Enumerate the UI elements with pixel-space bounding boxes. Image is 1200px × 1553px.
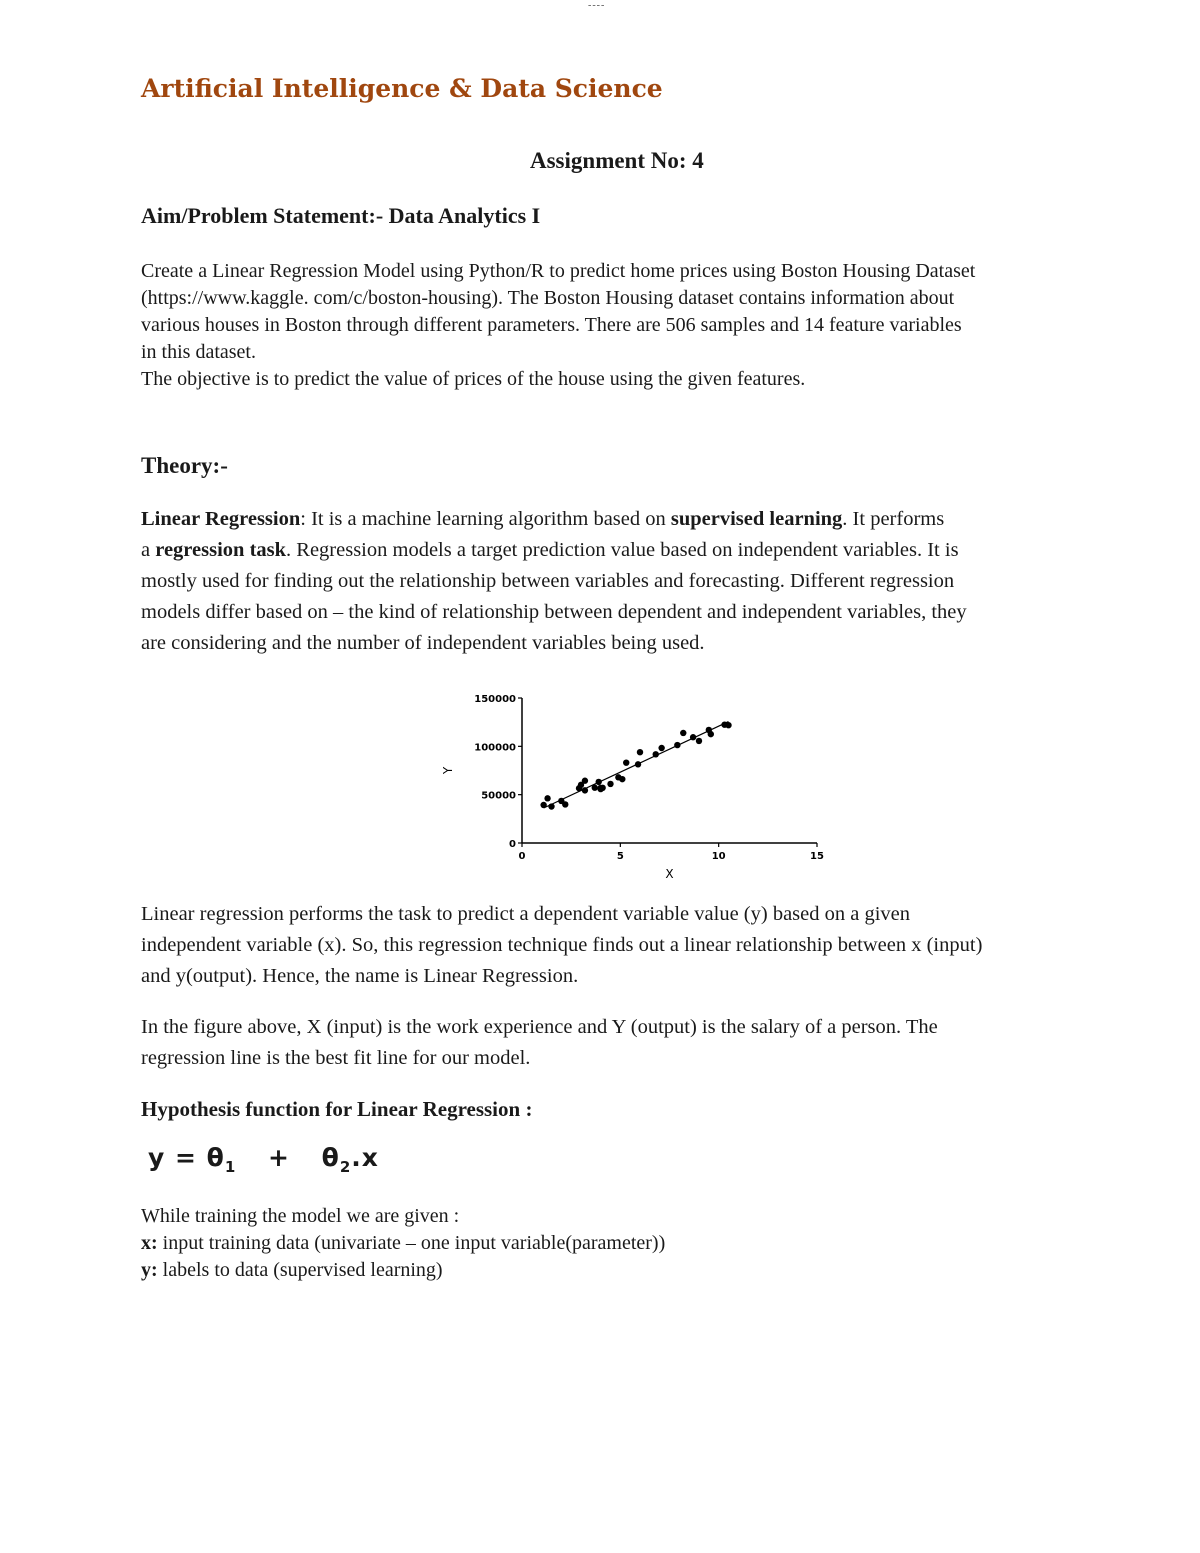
- data-point: [637, 749, 643, 755]
- hypothesis-heading: Hypothesis function for Linear Regression :: [141, 1097, 533, 1121]
- data-point: [619, 776, 625, 782]
- data-point: [653, 751, 659, 757]
- x-tick-label: 15: [810, 851, 824, 862]
- x-axis-label: X: [665, 867, 674, 881]
- regression-task-term: regression task: [155, 539, 287, 561]
- y-tick-label: 0: [509, 839, 516, 850]
- x-tick-label: 0: [518, 851, 526, 862]
- theory-heading: Theory:-: [141, 453, 228, 478]
- data-point: [562, 801, 568, 807]
- after-chart-paragraph-1: [141, 899, 1131, 992]
- assignment-title: Assignment No: 4: [530, 148, 704, 173]
- data-point: [696, 738, 702, 744]
- data-point: [708, 731, 714, 737]
- y-tick-label: 150000: [474, 694, 516, 705]
- aim-heading: Aim/Problem Statement:- Data Analytics I: [141, 203, 541, 228]
- lr-term: Linear Regression: [141, 508, 301, 530]
- data-point: [658, 745, 664, 751]
- x-tick-label: 5: [616, 851, 624, 862]
- lr-line: [141, 504, 1131, 535]
- x-desc: input training data (univariate – one input variable(parameter)): [157, 1232, 666, 1254]
- header-mark: ----: [588, 0, 606, 11]
- formula-sub-1: 1: [224, 1158, 237, 1176]
- data-point: [725, 722, 731, 728]
- lr-text: . Regression models a target prediction value based on independent variables. It is: [286, 539, 959, 561]
- text-line: and y(output). Hence, the name is Linear Regression.: [141, 965, 579, 987]
- y-key: y:: [141, 1259, 158, 1281]
- aim-line: various houses in Boston through different parameters. There are 506 samples and 14 feature variables: [141, 314, 962, 336]
- data-point: [592, 785, 598, 791]
- aim-line: in this dataset.: [141, 341, 256, 363]
- y-tick-label: 50000: [481, 790, 516, 802]
- aim-line: The objective is to predict the value of prices of the house using the given features.: [141, 368, 806, 390]
- lr-line: [141, 535, 1131, 566]
- data-point: [674, 742, 680, 748]
- data-point: [582, 778, 588, 784]
- y-desc: labels to data (supervised learning): [157, 1259, 443, 1281]
- lr-line: models differ based on – the kind of relationship between dependent and independent variables, they: [141, 601, 967, 623]
- aim-line: Create a Linear Regression Model using Python/R to predict home prices using Boston Housing Dataset: [141, 260, 976, 282]
- text-line: independent variable (x). So, this regression technique finds out a linear relationship between x (input): [141, 934, 983, 956]
- formula-sub-2: 2: [339, 1158, 352, 1176]
- text-line: Linear regression performs the task to predict a dependent variable value (y) based on a given: [141, 903, 911, 925]
- training-description: [141, 1203, 1131, 1284]
- x-tick-label: 10: [711, 851, 726, 862]
- formula-theta-2: θ: [321, 1143, 340, 1172]
- formula-plus: +: [267, 1143, 290, 1172]
- data-point: [680, 730, 686, 736]
- data-point: [582, 787, 588, 793]
- scatter-chart: [430, 680, 850, 885]
- data-point: [544, 795, 550, 801]
- y-axis-label: Y: [441, 766, 455, 775]
- data-point: [690, 734, 696, 740]
- department-title: Artificial Intelligence & Data Science: [141, 74, 663, 103]
- lr-text: : It is a machine learning algorithm based on: [300, 508, 671, 530]
- aim-line: (https://www.kaggle. com/c/boston-housing). The Boston Housing dataset contains information about: [141, 287, 955, 309]
- data-point: [596, 779, 602, 785]
- data-point: [540, 802, 546, 808]
- lr-text: a: [141, 539, 156, 561]
- lr-line: are considering and the number of independent variables being used.: [141, 632, 705, 654]
- aim-paragraph: [141, 258, 1131, 393]
- hypothesis-formula: [148, 1143, 379, 1176]
- formula-lhs: y = θ: [148, 1143, 225, 1172]
- x-key: x:: [141, 1232, 158, 1254]
- supervised-learning-term: supervised learning: [670, 508, 843, 530]
- linear-regression-paragraph: [141, 504, 1131, 659]
- y-definition: [141, 1257, 1131, 1284]
- after-chart-paragraph-2: [141, 1012, 1131, 1074]
- data-point: [548, 803, 554, 809]
- data-point: [607, 781, 613, 787]
- text-line: In the figure above, X (input) is the work experience and Y (output) is the salary of a person. The: [141, 1016, 938, 1038]
- text-line: regression line is the best fit line for our model.: [141, 1047, 531, 1069]
- y-tick-label: 100000: [474, 742, 516, 754]
- data-point: [599, 785, 605, 791]
- lr-text: . It performs: [842, 508, 945, 530]
- data-point: [635, 761, 641, 767]
- lr-line: mostly used for finding out the relationship between variables and forecasting. Different regression: [141, 570, 955, 592]
- formula-tail: .x: [351, 1143, 379, 1172]
- x-definition: [141, 1230, 1131, 1257]
- data-point: [623, 759, 629, 765]
- training-intro: While training the model we are given :: [141, 1205, 460, 1227]
